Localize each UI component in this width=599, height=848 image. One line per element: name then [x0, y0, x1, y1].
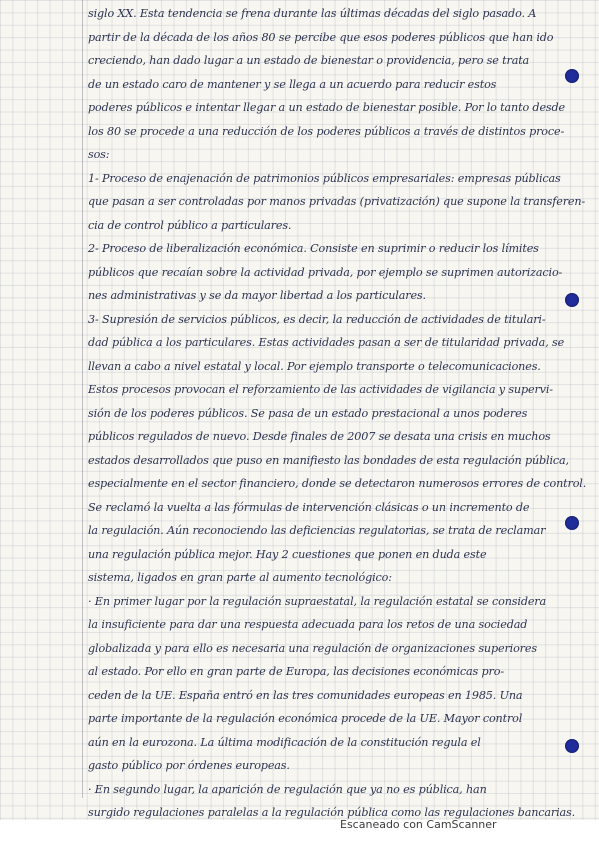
text-line: Estos procesos provocan el reforzamiento de las actividades de vigilancia y supervi- — [88, 383, 553, 396]
text-line: creciendo, han dado lugar a un estado de bienestar o providencia, pero se trata — [88, 54, 530, 67]
text-line: · En primer lugar por la regulación supraestatal, la regulación estatal se considera — [88, 594, 547, 608]
text-line: los 80 se procede a una reducción de los poderes públicos a través de distintos proce- — [88, 124, 565, 138]
text-line: que pasan a ser controladas por manos privadas (privatización) que supone la transferen- — [88, 195, 586, 208]
text-line: una regulación pública mejor. Hay 2 cuestiones que ponen en duda este — [88, 547, 487, 561]
text-line: cia de control público a particulares. — [88, 218, 292, 232]
handwritten-text — [88, 2, 586, 825]
text-line: sistema, ligados en gran parte al aumento tecnológico: — [88, 571, 392, 584]
text-line: globalizada y para ello es necesaria una regulación de organizaciones superiores — [88, 641, 537, 655]
text-line: Se reclamó la vuelta a las fórmulas de intervención clásicas o un incremento de — [88, 500, 530, 514]
text-line: aún en la eurozona. La última modificación de la constitución regula el — [88, 735, 481, 749]
margin-line — [82, 0, 83, 798]
text-line: · En segundo lugar, la aparición de regulación que ya no es pública, han — [88, 782, 487, 796]
text-line: públicos que recaían sobre la actividad privada, por ejemplo se suprimen autorizacio- — [88, 265, 563, 279]
text-line: parte importante de la regulación económica procede de la UE. Mayor control — [88, 712, 523, 725]
text-line: nes administrativas y se da mayor libertad a los particulares. — [88, 289, 426, 302]
text-line: siglo XX. Esta tendencia se frena durante las últimas décadas del siglo pasado. A — [88, 7, 537, 20]
scanner-watermark: Escaneado con CamScanner — [340, 818, 497, 831]
text-line: 2- Proceso de liberalización económica. Consiste en suprimir o reducir los límites — [88, 242, 539, 255]
text-line: llevan a cabo a nivel estatal y local. Por ejemplo transporte o telecomunicaciones. — [88, 359, 541, 373]
text-line: dad pública a los particulares. Estas actividades pasan a ser de titularidad privada, se — [88, 336, 565, 349]
text-line: gasto público por órdenes europeas. — [88, 759, 290, 772]
text-line: la regulación. Aún reconociendo las deficiencias regulatorias, se trata de reclamar — [88, 524, 546, 537]
text-line: estados desarrollados que puso en manifiesto las bondades de esta regulación pública, — [88, 453, 569, 467]
text-line: poderes públicos e intentar llegar a un estado de bienestar posible. Por lo tanto desde — [88, 101, 565, 114]
text-line: sión de los poderes públicos. Se pasa de un estado prestacional a unos poderes — [88, 406, 528, 420]
text-line: al estado. Por ello en gran parte de Europa, las decisiones económicas pro- — [88, 665, 504, 678]
text-line: ceden de la UE. España entró en las tres comunidades europeas en 1985. Una — [88, 688, 523, 702]
text-line: partir de la década de los años 80 se percibe que esos poderes públicos que han ido — [88, 30, 554, 44]
text-line: 1- Proceso de enajenación de patrimonios públicos empresariales: empresas públicas — [88, 171, 561, 185]
text-line: especialmente en el sector financiero, donde se detectaron numerosos errores de control. — [88, 477, 586, 490]
text-line: 3- Supresión de servicios públicos, es decir, la reducción de actividades de titulari- — [88, 312, 546, 326]
text-line: públicos regulados de nuevo. Desde finales de 2007 se desata una crisis en muchos — [88, 430, 551, 443]
text-line: surgido regulaciones paralelas a la regulación pública como las regulaciones bancarias. — [88, 806, 576, 819]
text-line: de un estado caro de mantener y se llega a un acuerdo para reducir estos — [88, 77, 497, 91]
text-line: la insuficiente para dar una respuesta adecuada para los retos de una sociedad — [88, 618, 528, 631]
text-line: sos: — [88, 148, 110, 161]
